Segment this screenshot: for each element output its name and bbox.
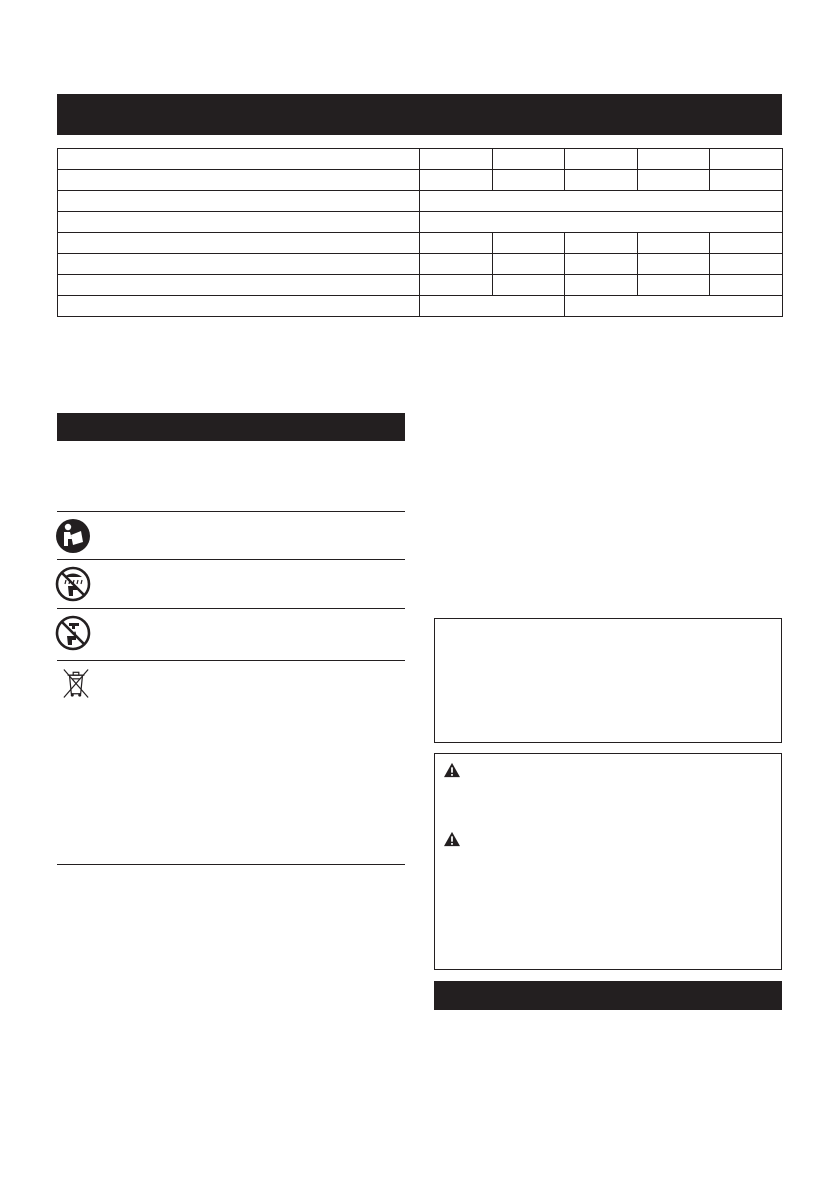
table-cell [58,212,420,233]
table-cell [58,296,420,317]
header-bar [57,94,782,135]
divider [57,660,405,661]
table-row [58,149,783,170]
warning-triangle-icon [443,831,461,847]
table-cell [638,254,710,275]
table-cell [58,275,420,296]
table-cell [420,170,493,191]
table-cell [420,191,783,212]
specification-table [57,148,783,317]
table-row [58,233,783,254]
table-cell [565,296,783,317]
table-cell [420,296,565,317]
weee-crossed-bin-icon [62,667,90,700]
table-cell [58,170,420,191]
divider [57,511,405,512]
no-water-icon [55,615,91,651]
divider [57,864,405,865]
divider [57,559,405,560]
table-cell [710,254,783,275]
table-cell [420,149,493,170]
divider [57,608,405,609]
table-cell [58,233,420,254]
table-row [58,170,783,191]
table-cell [58,149,420,170]
table-cell [565,275,638,296]
table-cell [420,275,493,296]
table-cell [565,170,638,191]
warning-triangle-icon [443,762,461,778]
table-cell [493,254,565,275]
table-cell [710,233,783,254]
table-cell [493,233,565,254]
table-row [58,275,783,296]
table-row [58,296,783,317]
no-rain-exposure-icon [55,566,91,602]
table-cell [58,191,420,212]
warning-box [434,753,782,970]
table-cell [638,170,710,191]
table-row [58,191,783,212]
table-cell [565,233,638,254]
table-cell [420,212,783,233]
table-row [58,212,783,233]
table-cell [565,254,638,275]
table-cell [420,254,493,275]
table-cell [710,170,783,191]
table-cell [493,275,565,296]
symbols-section-heading-bar [57,413,405,441]
table-cell [58,254,420,275]
table-cell [565,149,638,170]
table-cell [493,149,565,170]
notice-box [434,618,782,743]
bottom-section-heading-bar [434,981,782,1010]
table-cell [638,149,710,170]
table-row [58,254,783,275]
table-cell [638,233,710,254]
table-cell [638,275,710,296]
read-manual-icon [55,518,91,554]
table-cell [420,233,493,254]
table-cell [493,170,565,191]
table-cell [710,149,783,170]
table-cell [710,275,783,296]
